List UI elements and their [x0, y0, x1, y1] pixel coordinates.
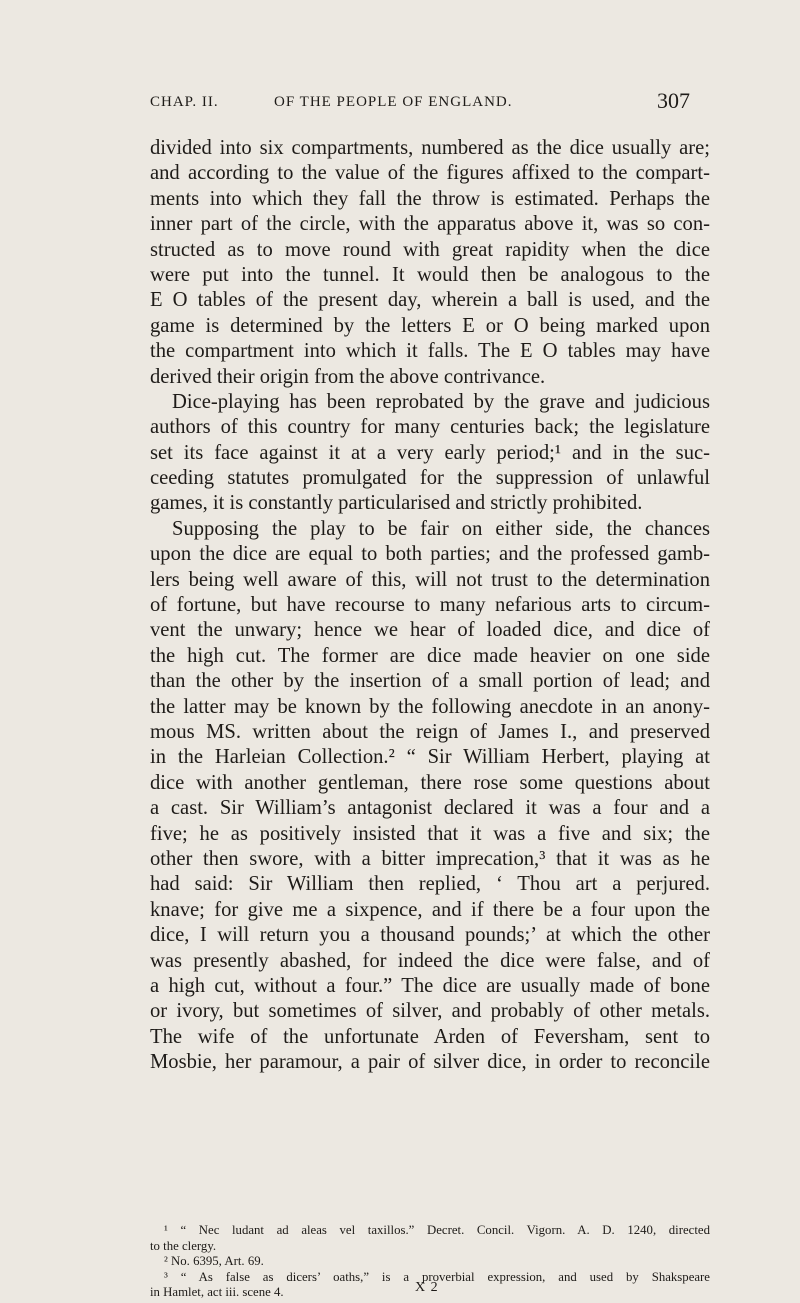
text-line: knave; for give me a sixpence, and if there be a four upon the — [150, 898, 710, 921]
text-line: than the other by the insertion of a small portion of lead; and — [150, 670, 710, 693]
text-line: mous MS. written about the reign of James I., and preserved — [150, 720, 710, 743]
text-line: Supposing the play to be fair on either side, the chances — [172, 517, 710, 540]
text-line: the latter may be known by the following anecdote in an anony- — [150, 695, 710, 718]
text-line: the high cut. The former are dice made heavier on one side — [150, 644, 710, 667]
text-line: The wife of the unfortunate Arden of Feversham, sent to — [150, 1025, 710, 1048]
text-line: and according to the value of the figures affixed to the compart- — [150, 162, 710, 185]
signature-mark: X 2 — [415, 1280, 439, 1295]
footnote-line: ¹ “ Nec ludant ad aleas vel taxillos.” Decret. Concil. Vigorn. A. D. 1240, directed — [164, 1223, 710, 1237]
text-line: structed as to move round with great rapidity when the dice — [150, 238, 710, 261]
text-line: games, it is constantly particularised and strictly prohibited. — [150, 492, 643, 515]
text-line: or ivory, but sometimes of silver, and probably of other metals. — [150, 1000, 710, 1023]
text-line: dice, I will return you a thousand pounds;’ at which the other — [150, 924, 710, 947]
text-line: of fortune, but have recourse to many nefarious arts to circum- — [150, 594, 710, 617]
chapter-label: CHAP. II. — [150, 94, 219, 110]
footnote-line: ³ “ As false as dicers’ oaths,” is a proverbial expression, and used by Shakspeare — [164, 1269, 710, 1284]
text-line: set its face against it at a very early period;¹ and in the suc- — [150, 441, 710, 464]
text-line: ceeding statutes promulgated for the suppression of unlawful — [150, 467, 710, 490]
text-line: upon the dice are equal to both parties; and the professed gamb- — [150, 543, 710, 566]
text-line: derived their origin from the above contrivance. — [150, 365, 546, 388]
footnote-line: ² No. 6395, Art. 69. — [164, 1254, 264, 1269]
text-line: inner part of the circle, with the apparatus above it, was so con- — [150, 213, 710, 236]
text-line: dice with another gentleman, there rose some questions about — [150, 771, 710, 794]
text-line: were put into the tunnel. It would then be analogous to the — [150, 263, 710, 286]
text-line: had said: Sir William then replied, ‘ Thou art a perjured. — [150, 873, 710, 896]
text-line: five; he as positively insisted that it was a five and six; the — [150, 822, 710, 845]
running-header — [150, 88, 690, 118]
running-title: OF THE PEOPLE OF ENGLAND. — [274, 94, 513, 110]
text-line: Dice-playing has been reprobated by the grave and judicious — [172, 390, 710, 413]
text-line: ments into which they fall the throw is estimated. Perhaps the — [150, 187, 710, 210]
text-line: vent the unwary; hence we hear of loaded dice, and dice of — [150, 619, 710, 642]
text-line: Mosbie, her paramour, a pair of silver dice, in order to reconcile — [150, 1051, 710, 1074]
text-line: a cast. Sir William’s antagonist declared it was a four and a — [150, 797, 710, 820]
text-line: the compartment into which it falls. The E O tables may have — [150, 340, 710, 363]
text-line: divided into six compartments, numbered as the dice usually are; — [150, 137, 710, 159]
text-line: a high cut, without a four.” The dice are usually made of bone — [150, 974, 710, 997]
footnote-line: in Hamlet, act iii. scene 4. — [150, 1285, 284, 1300]
text-line: lers being well aware of this, will not trust to the determination — [150, 568, 710, 591]
text-line: game is determined by the letters E or O being marked upon — [150, 314, 710, 337]
text-line: authors of this country for many centuries back; the legislature — [150, 416, 710, 439]
page-number: 307 — [657, 88, 690, 113]
footnote-line: to the clergy. — [150, 1238, 217, 1253]
body-text — [150, 136, 710, 1075]
text-line: other then swore, with a bitter imprecation,³ that it was as he — [150, 847, 710, 870]
text-line: was presently abashed, for indeed the dice were false, and of — [150, 949, 710, 972]
text-line: E O tables of the present day, wherein a ball is used, and the — [150, 289, 710, 312]
text-line: in the Harleian Collection.² “ Sir William Herbert, playing at — [150, 746, 710, 769]
